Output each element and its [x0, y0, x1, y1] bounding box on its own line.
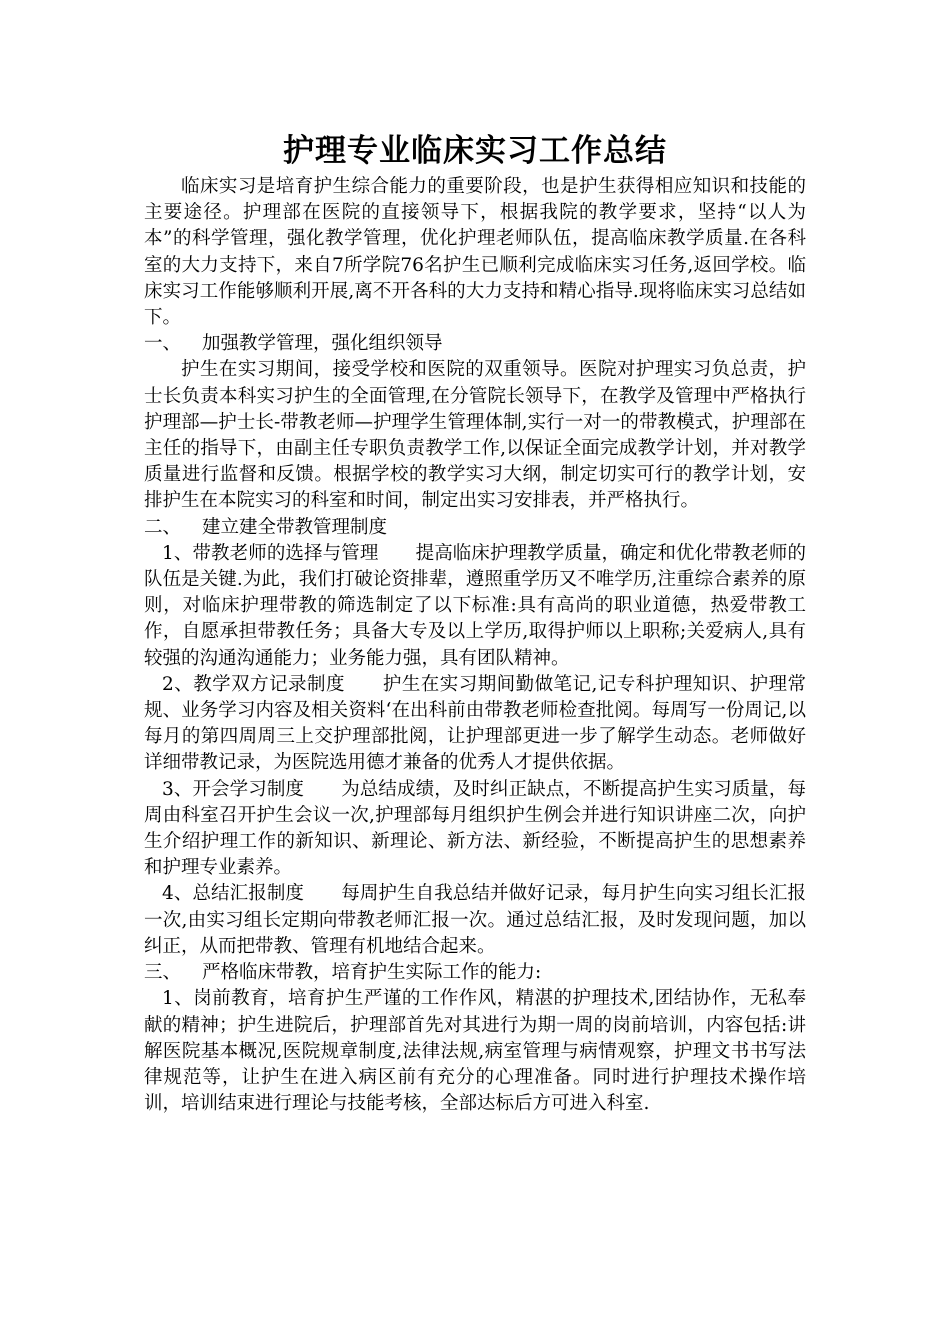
- section-heading-2: [144, 515, 806, 541]
- section-number-3: 三、: [144, 962, 182, 984]
- section-number-1: 一、: [144, 333, 182, 355]
- section-heading-1: [144, 331, 806, 357]
- section-heading-3: [144, 960, 806, 986]
- section-2-paragraph-2: 2、教学双方记录制度 护生在实习期间勤做笔记,记专科护理知识、护理常规、业务学习内容及相关资料‘在出科前由带教老师检查批阅。每周写一份周记,以每月的第四周周三上交护理部批阅，让护理部更进一步了解学生动态。老师做好详细带教记录，为医院选用德才兼备的优秀人才提供依据。: [144, 673, 806, 774]
- section-title-1: 加强教学管理，强化组织领导: [202, 333, 443, 355]
- section-number-2: 二、: [144, 516, 182, 538]
- section-1-paragraph-1: 护生在实习期间，接受学校和医院的双重领导。医院对护理实习负总责，护士长负责本科实习护生的全面管理,在分管院长领导下，在教学及管理中严格执行护理部—护士长-带教老师—护理学生管理体制,实行一对一的带教模式，护理部在主任的指导下，由副主任专职负责教学工作,以保证全面完成教学计划，并对教学质量进行监督和反馈。根据学校的教学实习大纲，制定切实可行的教学计划，安排护生在本院实习的科室和时间，制定出实习安排表，并严格执行。: [144, 359, 806, 512]
- section-2-paragraph-1: 1、带教老师的选择与管理 提高临床护理教学质量，确定和优化带教老师的队伍是关键.为此，我们打破论资排辈，遵照重学历又不唯学历,注重综合素养的原则，对临床护理带教的筛选制定了以下标准:具有高尚的职业道德，热爱带教工作，自愿承担带教任务；具备大专及以上学历,取得护师以上职称;关爱病人,具有较强的沟通沟通能力；业务能力强，具有团队精神。: [144, 542, 806, 669]
- document-page: [144, 128, 806, 1117]
- section-title-2: 建立建全带教管理制度: [202, 516, 388, 538]
- section-2-paragraph-4: 4、总结汇报制度 每周护生自我总结并做好记录，每月护生向实习组长汇报一次,由实习组长定期向带教老师汇报一次。通过总结汇报，及时发现问题，加以纠正，从而把带教、管理有机地结合起来。: [144, 883, 806, 957]
- section-2-paragraph-3: 3、开会学习制度 为总结成绩，及时纠正缺点，不断提高护生实习质量，每周由科室召开护生会议一次,护理部每月组织护生例会并进行知识讲座二次，向护生介绍护理工作的新知识、新理论、新方法、新经验，不断提高护生的思想素养和护理专业素养。: [144, 778, 806, 879]
- section-title-3: 严格临床带教，培育护生实际工作的能力:: [202, 962, 542, 984]
- document-title: 护理专业临床实习工作总结: [283, 133, 667, 169]
- intro-paragraph: 临床实习是培育护生综合能力的重要阶段，也是护生获得相应知识和技能的主要途径。护理部在医院的直接领导下，根据我院的教学要求，坚持“以人为本”的科学管理，强化教学管理，优化护理老师队伍，提高临床教学质量.在各科室的大力支持下，来自7所学院76名护生已顺利完成临床实习任务,返回学校。临床实习工作能够顺利开展,离不开各科的大力支持和精心指导.现将临床实习总结如下。: [144, 176, 806, 329]
- section-3-paragraph-1: 1、岗前教育，培育护生严谨的工作作风，精湛的护理技术,团结协作，无私奉献的精神；护生进院后，护理部首先对其进行为期一周的岗前培训，内容包括:讲解医院基本概况,医院规章制度,法律法规,病室管理与病情观察，护理文书书写法律规范等，让护生在进入病区前有充分的心理准备。同时进行护理技术操作培训，培训结束进行理论与技能考核，全部达标后方可进入科室.: [144, 988, 806, 1115]
